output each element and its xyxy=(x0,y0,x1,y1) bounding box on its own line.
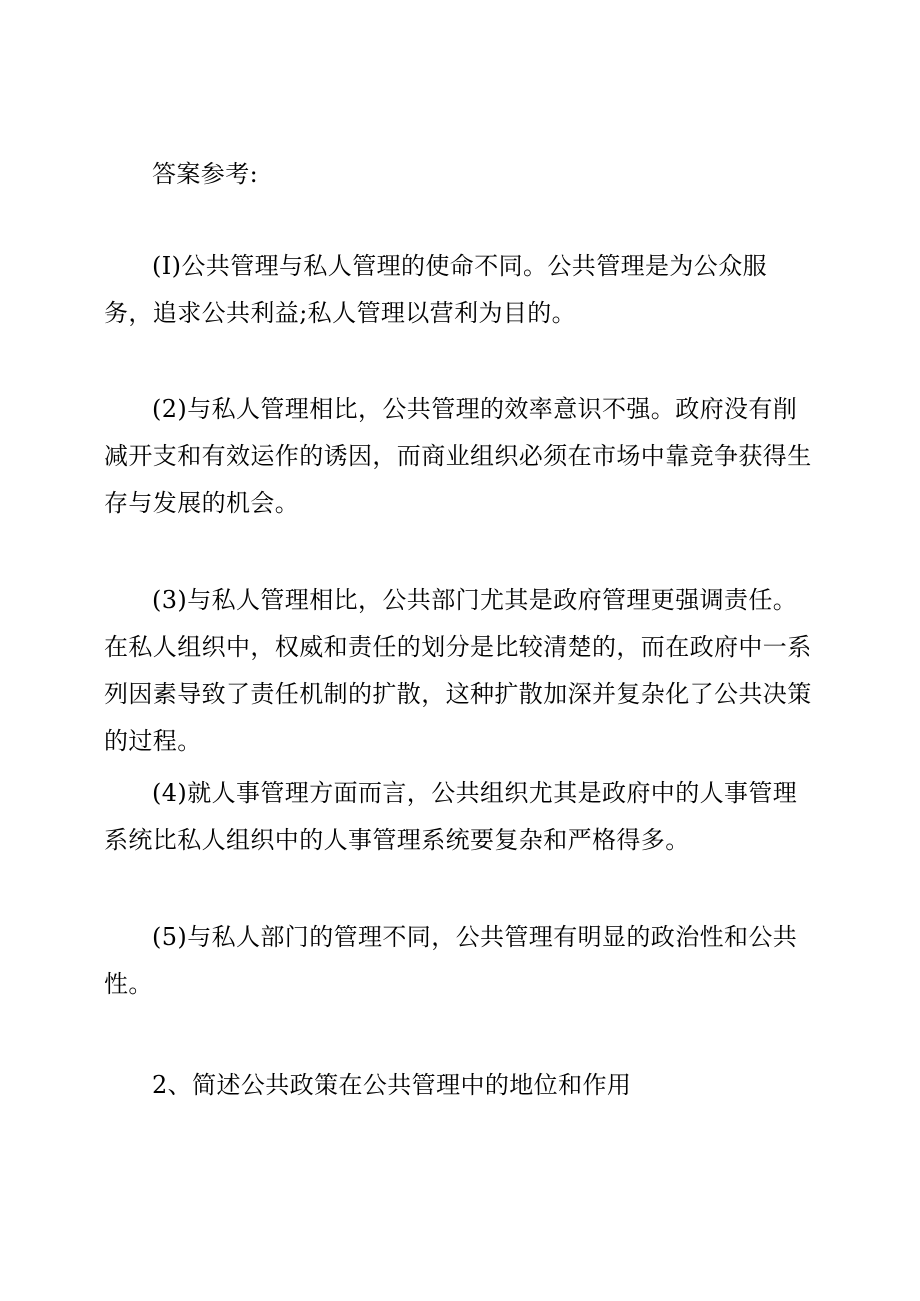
answer-item-3: (3)与私人管理相比，公共部门尤其是政府管理更强调责任。在私人组织中，权威和责任的划分是比较清楚的，而在政府中一系列因素导致了责任机制的扩散，这种扩散加深并复杂化了公共决策的过程。 xyxy=(104,586,812,755)
answer-reference-heading: 答案参考: xyxy=(152,160,259,188)
answer-item-2: (2)与私人管理相比，公共管理的效率意识不强。政府没有削减开支和有效运作的诱因，而商业组织必须在市场中靠竞争获得生存与发展的机会。 xyxy=(104,395,812,517)
answer-item-4: (4)就人事管理方面而言，公共组织尤其是政府中的人事管理系统比私人组织中的人事管理系统要复杂和严格得多。 xyxy=(104,779,798,854)
question-2-heading: 2、简述公共政策在公共管理中的地位和作用 xyxy=(152,1071,632,1099)
answer-item-5: (5)与私人部门的管理不同，公共管理有明显的政治性和公共性。 xyxy=(104,923,798,998)
answer-item-1: (I)公共管理与私人管理的使命不同。公共管理是为公众服务，追求公共利益;私人管理以营利为目的。 xyxy=(104,252,768,327)
